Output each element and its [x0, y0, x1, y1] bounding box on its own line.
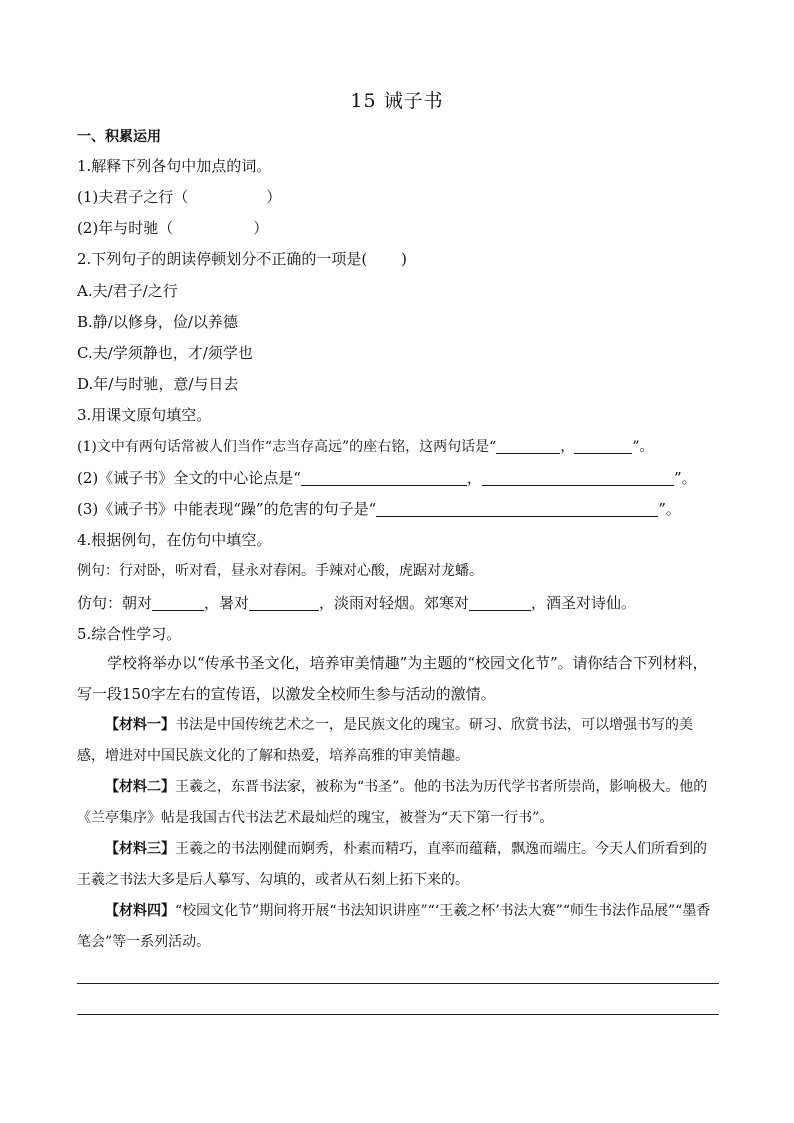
material-2	[77, 772, 719, 834]
material-tag: 【材料三】	[105, 841, 175, 857]
comma: ，	[560, 439, 575, 455]
material-tag: 【材料二】	[105, 779, 175, 795]
material-3	[77, 834, 719, 896]
question-3-item-1-text: (1)文中有两句话常被人们当作“志当存高远”的座右铭，这两句话是“	[77, 439, 497, 455]
close-quote: ”。	[632, 439, 654, 455]
material-tag: 【材料四】	[105, 903, 175, 919]
material-1	[77, 710, 719, 772]
fill-blank[interactable]	[469, 595, 531, 611]
question-1-item-1-text: (1)夫君子之行（	[77, 188, 189, 206]
imitation-part-2: ，暑对	[204, 594, 250, 612]
material-text: 王羲之，东晋书法家，被称为“书圣”。他的书法为历代学书者所崇尚，影响极大。他的《兰亭集序》帖是我国古代书法艺术最灿烂的瑰宝，被誉为“天下第一行书”。	[77, 779, 708, 826]
question-3-stem: 3.用课文原句填空。	[77, 406, 212, 424]
question-2-option-d: D.年/与时驰，意/与日去	[77, 375, 239, 393]
answer-line[interactable]	[77, 1014, 719, 1015]
question-2-stem	[77, 248, 407, 269]
question-5-intro: 学校将举办以“传承书圣文化，培养审美情趣”为主题的“校园文化节”。请你结合下列材料，写一段150字左右的宣传语，以激发全校师生参与活动的激情。	[77, 654, 708, 703]
question-4-imitation	[77, 592, 636, 613]
section-heading: 一、积累运用	[77, 129, 161, 145]
question-5-stem: 5.综合性学习。	[77, 625, 182, 643]
question-2-option-c: C.夫/学须静也，才/须学也	[77, 344, 253, 362]
imitation-part-3: ，淡雨对轻烟。郊寒对	[319, 594, 470, 612]
question-3-item-1	[77, 436, 653, 456]
question-4-stem: 4.根据例句，在仿句中填空。	[77, 531, 272, 549]
question-3-item-3-text: (3)《诫子书》中能表现“躁”的危害的句子是“	[77, 500, 377, 518]
material-text: 王羲之的书法刚健而婀秀，朴素而精巧，直率而蕴藉，飘逸而端庄。今天人们所看到的王羲之书法大多是后人摹写、勾填的，或者从石刻上拓下来的。	[77, 841, 707, 888]
material-text: 书法是中国传统艺术之一，是民族文化的瑰宝。研习、欣赏书法，可以增强书写的美感，增进对中国民族文化的了解和热爱，培养高雅的审美情趣。	[77, 717, 693, 764]
fill-blank[interactable]	[496, 438, 560, 454]
question-3-item-3	[77, 498, 681, 519]
question-2-option-a: A.夫/君子/之行	[77, 282, 178, 300]
question-1-item-2-text: (2)年与时驰（	[77, 219, 174, 237]
fill-blank[interactable]	[574, 438, 632, 454]
question-2-stem-close: )	[401, 250, 408, 268]
fill-blank[interactable]	[376, 501, 658, 517]
question-3-item-2-text: (2)《诫子书》全文的中心论点是“	[77, 469, 301, 487]
fill-blank[interactable]	[249, 595, 319, 611]
question-1-item-2	[77, 217, 268, 238]
question-2-option-b: B.静/以修身，俭/以养德	[77, 313, 238, 331]
material-tag: 【材料一】	[105, 717, 175, 733]
close-quote: ”。	[673, 469, 697, 487]
fill-blank[interactable]	[152, 595, 204, 611]
close-quote: ”。	[658, 500, 681, 518]
question-4-example: 例句：行对卧，听对看，昼永对春闲。手辣对心酸，虎踞对龙蟠。	[77, 563, 483, 579]
material-text: “校园文化节”期间将开展“书法知识讲座”“‘王羲之杯’书法大赛”“师生书法作品展”“墨香笔会”等一系列活动。	[77, 903, 711, 950]
question-3-item-2	[77, 467, 697, 488]
imitation-part-4: ，酒圣对诗仙。	[531, 594, 637, 612]
page-title: 15 诫子书	[350, 90, 444, 112]
question-1-stem: 1.解释下列各句中加点的词。	[77, 157, 272, 175]
imitation-part-1: 仿句：朝对	[77, 594, 153, 612]
answer-line[interactable]	[77, 983, 719, 984]
fill-blank[interactable]	[301, 470, 467, 486]
fill-blank[interactable]	[482, 470, 674, 486]
material-4	[77, 896, 719, 958]
question-1-item-1	[77, 186, 281, 207]
question-1-item-2-close: ）	[253, 219, 269, 237]
question-1-item-1-close: ）	[266, 188, 282, 206]
comma: ，	[466, 469, 482, 487]
question-2-stem-text: 2.下列句子的朗读停顿划分不正确的一项是(	[77, 250, 368, 268]
